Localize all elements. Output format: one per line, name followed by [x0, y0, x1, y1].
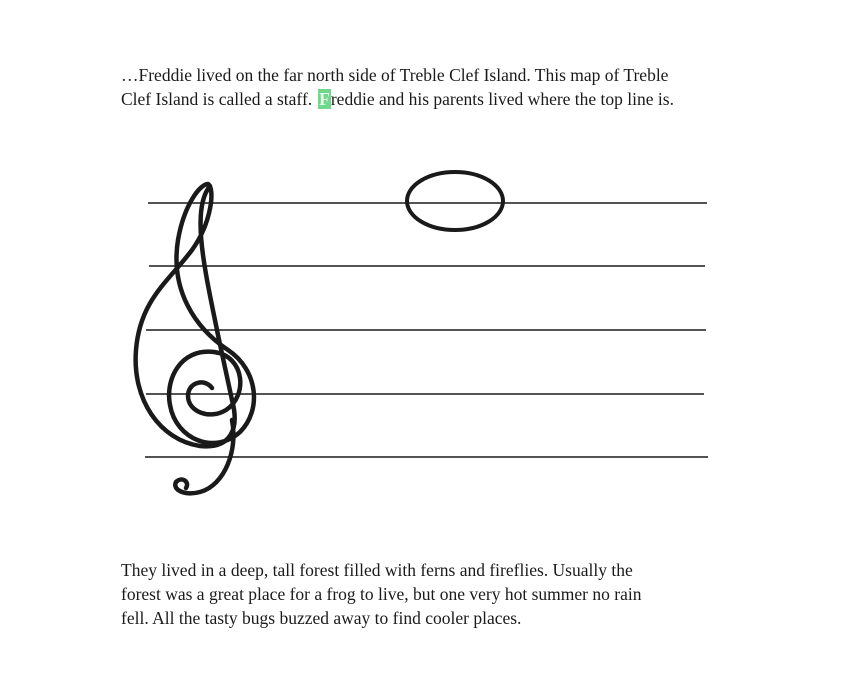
staff-lines: [145, 203, 708, 457]
text-line: forest was a great place for a frog to live, but one very hot summer no rain: [121, 584, 642, 604]
text-line: fell. All the tasty bugs buzzed away to find cooler places.: [121, 608, 522, 628]
whole-note-icon: [407, 172, 503, 230]
treble-clef-icon: [136, 184, 254, 493]
text-line: Clef Island is called a staff.: [121, 89, 313, 109]
text-line: …Freddie lived on the far north side of Treble Clef Island. This map of Treble: [121, 65, 669, 85]
text-line: reddie and his parents lived where the top line is.: [330, 89, 674, 109]
bottom-paragraph: [121, 558, 741, 630]
highlighted-letter: F: [319, 89, 330, 109]
text-line: They lived in a deep, tall forest filled with ferns and fireflies. Usually the: [121, 560, 633, 580]
